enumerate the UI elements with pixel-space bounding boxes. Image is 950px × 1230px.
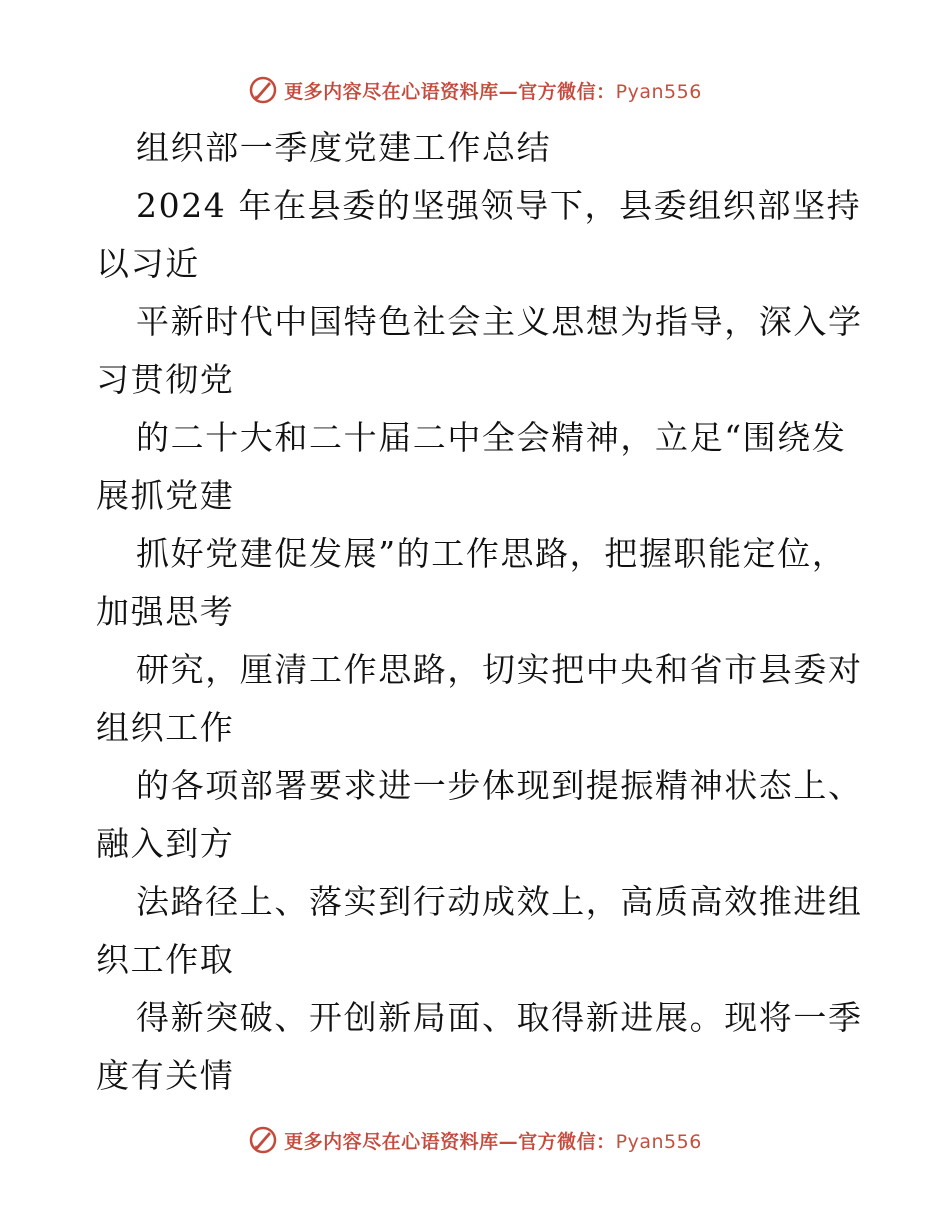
text-line: 法路径上、落实到行动成效上，高质高效推进组 bbox=[136, 882, 863, 921]
text-line: 平新时代中国特色社会主义思想为指导，深入学 bbox=[136, 302, 863, 341]
text-line: 组织工作 bbox=[96, 708, 235, 747]
text-line: 以习近 bbox=[96, 244, 200, 283]
header-watermark bbox=[0, 70, 950, 110]
text-line: 习贯彻党 bbox=[96, 360, 235, 399]
text-line: 研究，厘清工作思路，切实把中央和省市县委对 bbox=[136, 650, 863, 689]
text-line: 的各项部署要求进一步体现到提振精神状态上、 bbox=[136, 766, 863, 805]
text-line: 展抓党建 bbox=[96, 476, 235, 515]
text-line: 2024 年在县委的坚强领导下，县委组织部坚持 bbox=[136, 186, 862, 225]
watermark-wechat-id: Pyan556 bbox=[615, 1130, 702, 1153]
quill-seal-icon bbox=[248, 1125, 278, 1155]
document-title: 组织部一季度党建工作总结 bbox=[136, 128, 552, 167]
quill-seal-icon bbox=[248, 75, 278, 105]
text-line: 得新突破、开创新局面、取得新进展。现将一季 bbox=[136, 998, 863, 1037]
text-line: 度有关情 bbox=[96, 1056, 235, 1095]
watermark-wechat-id: Pyan556 bbox=[615, 80, 702, 103]
text-line: 抓好党建促发展”的工作思路，把握职能定位， bbox=[136, 534, 847, 573]
watermark-text: 更多内容尽在心语资料库—官方微信：Pyan556 bbox=[284, 1130, 702, 1153]
text-line: 加强思考 bbox=[96, 592, 235, 631]
watermark-text: 更多内容尽在心语资料库—官方微信：Pyan556 bbox=[284, 80, 702, 103]
text-line: 的二十大和二十届二中全会精神，立足“围绕发 bbox=[136, 418, 847, 457]
document-body bbox=[96, 119, 866, 1105]
text-line: 织工作取 bbox=[96, 940, 235, 979]
text-line: 融入到方 bbox=[96, 824, 235, 863]
footer-watermark bbox=[0, 1120, 950, 1160]
